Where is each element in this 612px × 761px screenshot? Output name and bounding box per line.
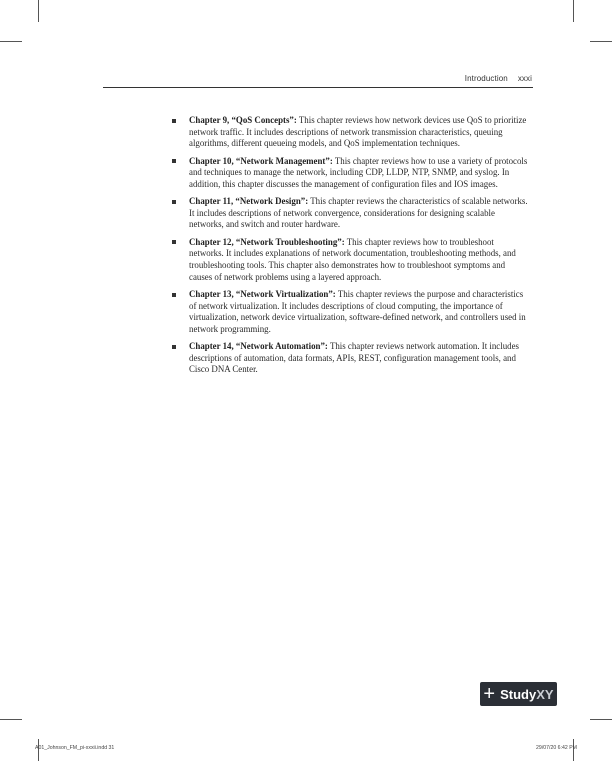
chapter-title: Chapter 14, “Network Automation”: (189, 341, 328, 352)
chapter-description: This chapter reviews the purpose and characteristics of network virtualization. It includes descriptions of cloud computing, the importance of virtualization, network device virtualization, software-defined network, and controllers used in network programming. (189, 288, 526, 334)
chapter-title: Chapter 11, “Network Design”: (189, 196, 309, 207)
running-head (465, 74, 532, 83)
chapter-item (170, 289, 530, 335)
crop-mark (590, 41, 612, 42)
crop-mark (0, 41, 22, 42)
bullet-icon (172, 119, 176, 123)
bullet-icon (172, 200, 176, 204)
bullet-icon (172, 345, 176, 349)
chapter-description: This chapter reviews how to use a variety of protocols and techniques to manage the network, including CDP, LLDP, NTP, SNMP, and syslog. In addition, this chapter discusses the management of configuration files and IOS images. (189, 155, 528, 189)
chapter-title: Chapter 9, “QoS Concepts”: (189, 115, 297, 125)
chapter-description: This chapter reviews the characteristics of scalable networks. It includes descriptions of network convergence, considerations for designing scalable networks, and switch and router hardware. (189, 196, 528, 230)
chapter-title: Chapter 10, “Network Management”: (189, 155, 333, 166)
slug-filename: A01_Johnson_FM_pi-xxxii.indd 31 (35, 745, 115, 751)
chapter-description: This chapter reviews network automation. It includes descriptions of automation, data formats, APIs, REST, configuration management tools, and Cisco DNA Center. (189, 341, 519, 375)
crop-mark (38, 0, 39, 22)
crop-mark (590, 719, 612, 720)
chapter-title: Chapter 12, “Network Troubleshooting”: (189, 236, 345, 247)
chapter-item (170, 341, 530, 376)
running-head-title: Introduction (464, 74, 508, 83)
studyxy-logo (480, 682, 557, 706)
plus-icon: + (483, 683, 496, 705)
chapter-description: This chapter reviews how network devices use QoS to prioritize network traffic. It includes descriptions of network transmission characteristics, queuing algorithms, different queueing models, and QoS implementation techniques. (189, 115, 527, 149)
crop-mark (0, 719, 22, 720)
chapter-item (170, 115, 530, 150)
chapter-item (170, 237, 530, 283)
chapter-title: Chapter 13, “Network Virtualization”: (189, 288, 336, 299)
bullet-icon (172, 240, 176, 244)
bullet-icon (172, 159, 176, 163)
bullet-icon (172, 293, 176, 297)
logo-word-study: Study (500, 686, 537, 702)
chapter-description: This chapter reviews how to troubleshoot networks. It includes explanations of network documentation, troubleshooting methods, and troubleshooting tools. This chapter also demonstrates how to troubleshoot symptoms and causes of network problems using a layered approach. (189, 236, 516, 282)
header-rule (103, 87, 533, 88)
logo-word-xy: XY (536, 686, 554, 702)
crop-mark (573, 0, 574, 22)
chapter-item (170, 156, 530, 191)
chapter-item (170, 196, 530, 231)
slug-datetime: 29/07/20 6:42 PM (536, 745, 577, 751)
chapter-list (170, 115, 530, 382)
page-number: xxxi (517, 74, 532, 83)
